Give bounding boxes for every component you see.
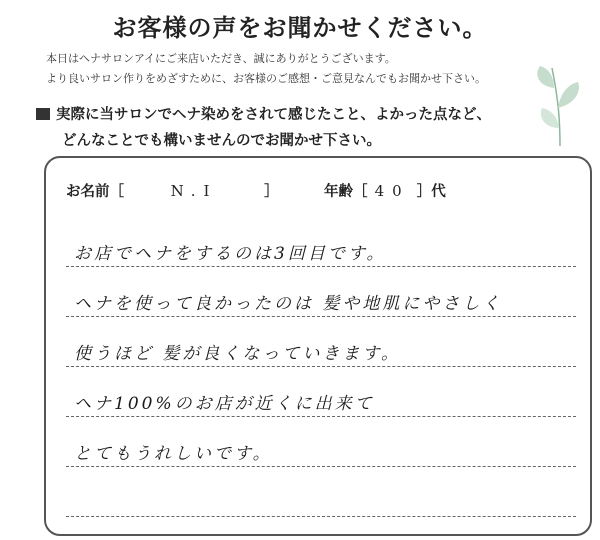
name-value: N.I xyxy=(170,182,218,200)
comment-line-3 xyxy=(66,336,576,367)
comment-line-5 xyxy=(66,436,576,467)
comment-line-6 xyxy=(66,486,576,517)
question-line-2: どんなことでも構いませんのでお聞かせ下さい。 xyxy=(62,133,381,149)
square-bullet-icon xyxy=(36,108,50,120)
name-close: ］ xyxy=(264,184,279,200)
comment-line-2 xyxy=(66,286,576,317)
comment-text-2: ヘナを使って良かったのは 髪や地肌にやさしく xyxy=(74,294,503,314)
intro-line-2: より良いサロン作りをめざすために、お客様のご感想・ご意見なんでもお聞かせ下さい。 xyxy=(46,72,486,85)
comment-text-5: とてもうれしいです。 xyxy=(74,444,273,464)
question-heading xyxy=(36,102,556,154)
comment-line-1 xyxy=(66,236,576,267)
response-card xyxy=(44,156,592,536)
age-value: 40 xyxy=(374,182,410,200)
name-field xyxy=(66,180,279,201)
age-label: 年齢［ xyxy=(324,184,368,200)
question-line-1: 実際に当サロンでヘナ染めをされて感じたこと、よかった点など、 xyxy=(56,107,491,123)
comment-line-4 xyxy=(66,386,576,417)
age-field xyxy=(324,180,446,201)
age-suffix: ］代 xyxy=(416,184,446,200)
comment-text-1: お店でヘナをするのは3回目です。 xyxy=(74,244,387,264)
comment-text-3: 使うほど 髪が良くなっていきます。 xyxy=(74,344,402,364)
comment-text-4: ヘナ100%のお店が近くに出来て xyxy=(74,394,375,414)
page-title: お客様の声をお聞かせください。 xyxy=(112,14,488,42)
name-label: お名前［ xyxy=(66,184,124,200)
intro-line-1: 本日はヘナサロンアイにご来店いただき、誠にありがとうございます。 xyxy=(46,52,396,65)
